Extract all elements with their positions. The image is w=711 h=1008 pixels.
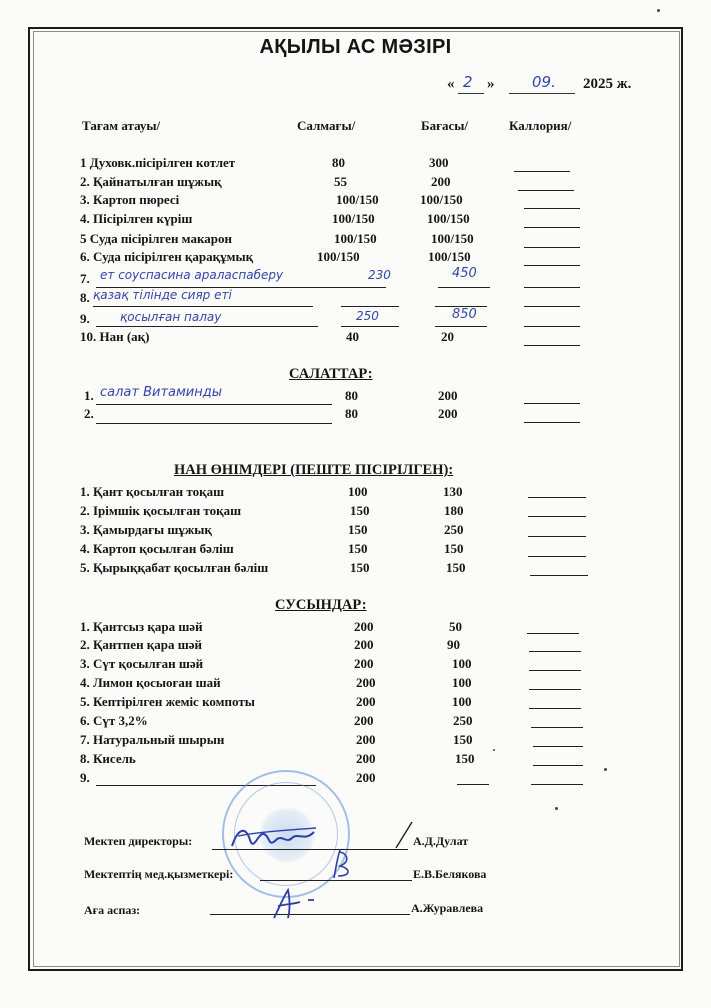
- handwritten-item-name: ет соуспасина араласпаберу: [100, 268, 284, 282]
- bakery-item-name: 4. Картоп қосылған бәліш: [80, 541, 234, 556]
- bakery-item-weight: 100: [348, 484, 368, 499]
- bakery-item-price: 130: [443, 484, 463, 499]
- drink-item-price: 100: [452, 675, 472, 690]
- paper-speck: [555, 807, 558, 810]
- salad-item-name: салат Витаминды: [100, 385, 223, 400]
- drink-item-price: 250: [453, 713, 473, 728]
- calories-blank: [530, 575, 588, 576]
- paper-speck: [604, 768, 607, 771]
- signature-role: Аға аспаз:: [84, 903, 141, 917]
- main-item-weight: 100/150: [336, 192, 379, 207]
- bread-item-name: 10. Нан (ақ): [80, 329, 150, 344]
- calories-blank: [529, 689, 581, 690]
- calories-blank: [524, 345, 580, 346]
- drink-item-price: 100: [452, 694, 472, 709]
- header-calories: Каллория/: [509, 118, 572, 133]
- calories-blank: [529, 651, 581, 652]
- item-number: 7.: [80, 271, 90, 286]
- handwritten-item-name: қазақ тілінде сияр еті: [93, 288, 232, 302]
- drink-item-price: 150: [453, 732, 473, 747]
- bakery-item-price: 150: [444, 541, 464, 556]
- main-item-price: 100/150: [428, 249, 471, 264]
- signature-role: Мектеп директоры:: [84, 834, 193, 848]
- drink-item-name: 6. Сүт 3,2%: [80, 713, 148, 728]
- medic-signature: [326, 846, 360, 882]
- main-item-price: 100/150: [427, 211, 470, 226]
- main-item-name: 6. Суда пісірілген қарақұмық: [80, 249, 254, 264]
- date-month-underline: [509, 93, 575, 94]
- calories-blank: [528, 497, 586, 498]
- drinks-title: СУСЫНДАР:: [275, 597, 367, 613]
- header-weight: Салмағы/: [297, 118, 356, 133]
- calories-blank: [529, 670, 581, 671]
- item-price-line: [438, 287, 490, 288]
- salad-item-weight: 80: [345, 388, 358, 403]
- header-price: Бағасы/: [421, 118, 469, 133]
- main-item-price: 200: [431, 174, 451, 189]
- bakery-title: НАН ӨНІМДЕРІ (ПЕШТЕ ПІСІРІЛГЕН):: [174, 462, 454, 478]
- date-close-quote: »: [487, 76, 495, 92]
- paper-speck: [493, 749, 495, 751]
- drink-item-weight: 200: [356, 732, 376, 747]
- drink-item-name: 3. Сүт қосылған шәй: [80, 656, 204, 671]
- handwritten-item-price: 850: [452, 307, 477, 322]
- bakery-item-weight: 150: [350, 560, 370, 575]
- calories-blank: [533, 765, 583, 766]
- item-name-line: [96, 326, 318, 327]
- calories-blank: [531, 784, 583, 785]
- item-weight-line: [341, 326, 399, 327]
- calories-blank: [531, 727, 583, 728]
- bakery-item-name: 3. Қамырдағы шұжық: [80, 522, 212, 537]
- main-item-name: 5 Суда пісірілген макарон: [80, 231, 232, 246]
- drink-item-name: 8. Кисель: [80, 751, 136, 766]
- bakery-item-price: 150: [446, 560, 466, 575]
- calories-blank: [524, 403, 580, 404]
- drink-item-price: 100: [452, 656, 472, 671]
- calories-blank: [524, 422, 580, 423]
- item-name-line: [96, 423, 332, 424]
- signature-name: А.Д.Дулат: [413, 834, 469, 848]
- bakery-item-weight: 150: [350, 503, 370, 518]
- item-number: 2.: [84, 406, 94, 421]
- drink-item-weight: 200: [354, 619, 374, 634]
- main-item-name: 4. Пісірілген күріш: [80, 211, 193, 226]
- director-signature: [228, 818, 320, 858]
- drink-item-name: 5. Кептірілген жеміс компоты: [80, 694, 255, 709]
- item-price-line: [435, 326, 487, 327]
- calories-blank: [527, 633, 579, 634]
- item-price-line: [457, 784, 489, 785]
- bakery-item-name: 1. Қант қосылған тоқаш: [80, 484, 225, 499]
- drink-item-name: 4. Лимон қосыоған шай: [80, 675, 221, 690]
- main-item-name: 1 Духовк.пісірілген котлет: [80, 155, 236, 170]
- item-name-line: [93, 306, 313, 307]
- drink-item-name: 7. Натуральный шырын: [80, 732, 225, 747]
- calories-blank: [528, 556, 586, 557]
- calories-blank: [524, 227, 580, 228]
- calories-blank: [514, 171, 570, 172]
- salads-title: САЛАТТАР:: [289, 366, 373, 382]
- handwritten-item-price: 450: [452, 266, 477, 281]
- drink-item-weight: 200: [356, 770, 376, 785]
- calories-blank: [524, 287, 580, 288]
- item-number: 1.: [84, 388, 94, 403]
- signature-name: Е.В.Белякова: [413, 867, 487, 881]
- salad-item-price: 200: [438, 388, 458, 403]
- handwritten-item-name: қосылған палау: [120, 310, 222, 324]
- menu-title: АҚЫЛЫ АС МӘЗІРІ: [259, 36, 452, 58]
- date-open-quote: «: [447, 76, 455, 92]
- chef-signature: [268, 886, 328, 922]
- main-item-weight: 100/150: [332, 211, 375, 226]
- signature-name: А.Журавлева: [411, 901, 484, 915]
- drink-item-name: 9.: [80, 770, 90, 785]
- main-item-weight: 100/150: [317, 249, 360, 264]
- main-item-weight: 80: [332, 155, 345, 170]
- bakery-item-price: 250: [444, 522, 464, 537]
- item-name-line: [96, 404, 332, 405]
- calories-blank: [524, 208, 580, 209]
- calories-blank: [524, 326, 580, 327]
- drink-item-weight: 200: [354, 656, 374, 671]
- paper-speck: [657, 9, 660, 12]
- bakery-item-name: 5. Қырыққабат қосылған бәліш: [80, 560, 269, 575]
- main-item-weight: 55: [334, 174, 347, 189]
- salad-item-weight: 80: [345, 406, 358, 421]
- calories-blank: [524, 265, 580, 266]
- drink-item-weight: 200: [356, 751, 376, 766]
- calories-blank: [529, 708, 581, 709]
- drink-item-name: 2. Қантпен қара шәй: [80, 637, 203, 652]
- calories-blank: [524, 247, 580, 248]
- drink-item-weight: 200: [354, 713, 374, 728]
- item-number: 8.: [80, 290, 90, 305]
- header-name: Тағам атауы/: [82, 118, 161, 133]
- drink-item-price: 150: [455, 751, 475, 766]
- bread-item-weight: 40: [346, 329, 359, 344]
- drink-item-weight: 200: [354, 637, 374, 652]
- item-weight-line: [341, 306, 399, 307]
- drink-item-price: 90: [447, 637, 460, 652]
- main-item-price: 300: [429, 155, 449, 170]
- calories-blank: [524, 306, 580, 307]
- drink-item-name: 1. Қантсыз қара шәй: [80, 619, 203, 634]
- drink-item-price: 50: [449, 619, 462, 634]
- bakery-item-weight: 150: [348, 522, 368, 537]
- salad-item-price: 200: [438, 406, 458, 421]
- handwritten-item-weight: 250: [356, 309, 379, 323]
- handwritten-item-weight: 230: [368, 268, 391, 282]
- date-year: 2025 ж.: [583, 76, 632, 92]
- drink-item-weight: 200: [356, 694, 376, 709]
- calories-blank: [518, 190, 574, 191]
- date-month: 09.: [532, 73, 556, 91]
- signature-role: Мектептің мед.қызметкері:: [84, 867, 234, 881]
- bakery-item-weight: 150: [348, 541, 368, 556]
- date-day-underline: [458, 93, 484, 94]
- calories-blank: [533, 746, 583, 747]
- main-item-weight: 100/150: [334, 231, 377, 246]
- main-item-price: 100/150: [431, 231, 474, 246]
- drink-item-weight: 200: [356, 675, 376, 690]
- calories-blank: [528, 516, 586, 517]
- main-item-name: 3. Картоп пюресі: [80, 192, 180, 207]
- main-item-name: 2. Қайнатылған шұжық: [80, 174, 222, 189]
- date-day: 2: [463, 73, 473, 91]
- calories-blank: [528, 536, 586, 537]
- bread-item-price: 20: [441, 329, 454, 344]
- main-item-price: 100/150: [420, 192, 463, 207]
- item-number: 9.: [80, 311, 90, 326]
- bakery-item-price: 180: [444, 503, 464, 518]
- bakery-item-name: 2. Ірімшік қосылған тоқаш: [80, 503, 242, 518]
